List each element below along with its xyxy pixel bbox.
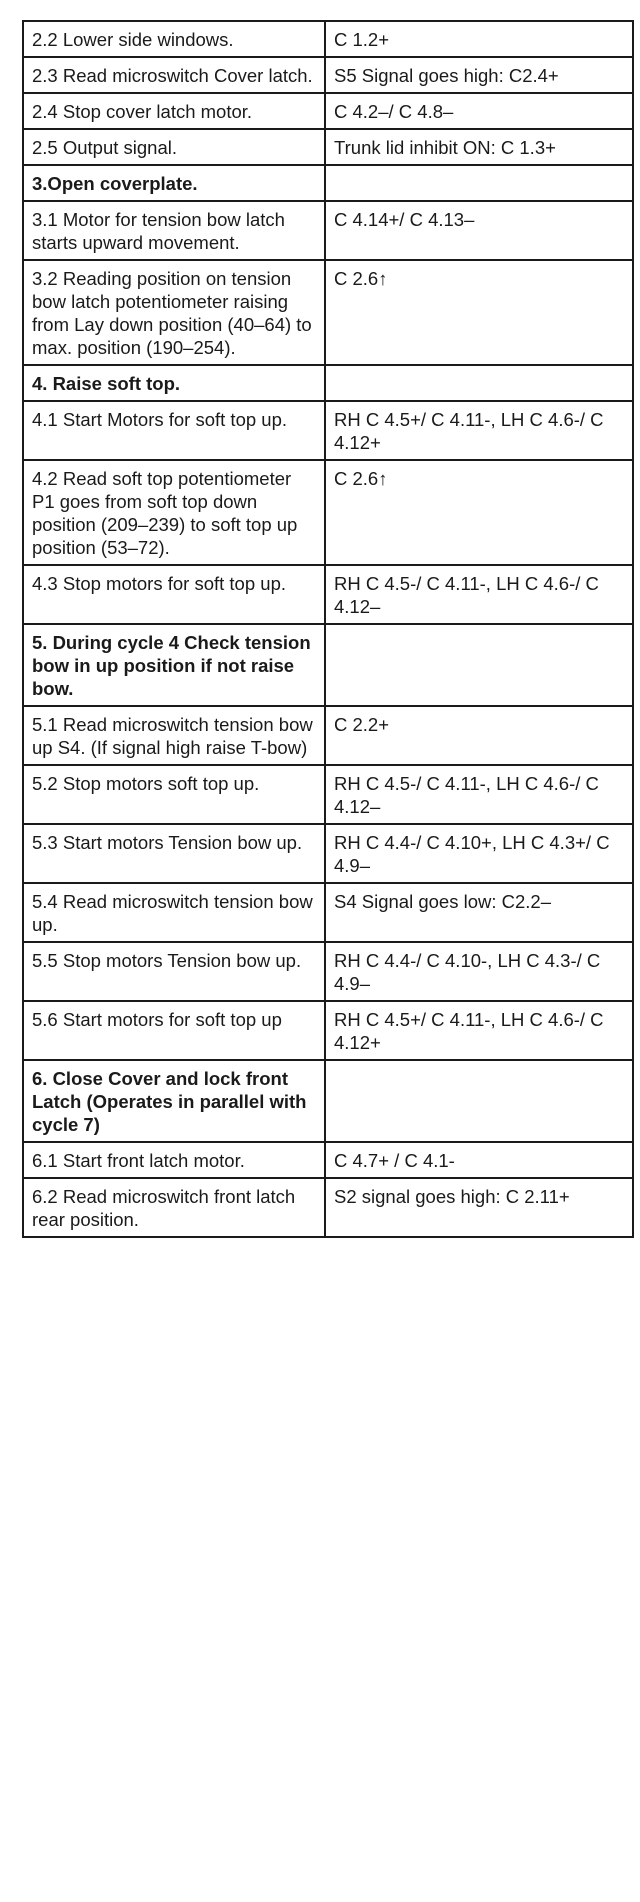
step-cell: 5.4 Read microswitch tension bow up. — [23, 883, 325, 942]
table-row — [23, 129, 633, 165]
action-cell — [325, 165, 633, 201]
table-row — [23, 706, 633, 765]
section-heading: 3.Open coverplate. — [23, 165, 325, 201]
step-cell: 2.4 Stop cover latch motor. — [23, 93, 325, 129]
step-cell: 5.6 Start motors for soft top up — [23, 1001, 325, 1060]
step-cell: 4.1 Start Motors for soft top up. — [23, 401, 325, 460]
table-row — [23, 1001, 633, 1060]
action-cell: S4 Signal goes low: C2.2– — [325, 883, 633, 942]
section-row — [23, 624, 633, 706]
action-cell: C 2.6↑ — [325, 460, 633, 565]
table-row — [23, 93, 633, 129]
procedure-table — [22, 20, 634, 1238]
table-row — [23, 765, 633, 824]
step-cell: 4.2 Read soft top potentiometer P1 goes from soft top down position (209–239) to soft top up position (53–72). — [23, 460, 325, 565]
section-heading: 6. Close Cover and lock front Latch (Operates in parallel with cycle 7) — [23, 1060, 325, 1142]
table-row — [23, 201, 633, 260]
step-cell: 2.2 Lower side windows. — [23, 21, 325, 57]
step-cell: 3.2 Reading position on tension bow latch potentiometer raising from Lay down position (40–64) to max. position (190–254). — [23, 260, 325, 365]
action-cell: RH C 4.5-/ C 4.11-, LH C 4.6-/ C 4.12– — [325, 565, 633, 624]
step-cell: 6.1 Start front latch motor. — [23, 1142, 325, 1178]
action-cell: C 4.14+/ C 4.13– — [325, 201, 633, 260]
action-cell: RH C 4.5-/ C 4.11-, LH C 4.6-/ C 4.12– — [325, 765, 633, 824]
action-cell — [325, 624, 633, 706]
step-cell: 5.2 Stop motors soft top up. — [23, 765, 325, 824]
table-row — [23, 1142, 633, 1178]
table-row — [23, 401, 633, 460]
action-cell: RH C 4.5+/ C 4.11-, LH C 4.6-/ C 4.12+ — [325, 1001, 633, 1060]
procedure-table-body — [23, 21, 633, 1237]
action-cell — [325, 365, 633, 401]
action-cell: RH C 4.4-/ C 4.10+, LH C 4.3+/ C 4.9– — [325, 824, 633, 883]
table-row — [23, 57, 633, 93]
table-row — [23, 21, 633, 57]
action-cell: C 4.7+ / C 4.1- — [325, 1142, 633, 1178]
section-row — [23, 165, 633, 201]
step-cell: 5.1 Read microswitch tension bow up S4. (If signal high raise T-bow) — [23, 706, 325, 765]
step-cell: 6.2 Read microswitch front latch rear position. — [23, 1178, 325, 1237]
action-cell: RH C 4.5+/ C 4.11-, LH C 4.6-/ C 4.12+ — [325, 401, 633, 460]
step-cell: 5.3 Start motors Tension bow up. — [23, 824, 325, 883]
table-row — [23, 460, 633, 565]
action-cell: C 4.2–/ C 4.8– — [325, 93, 633, 129]
table-row — [23, 942, 633, 1001]
section-row — [23, 1060, 633, 1142]
step-cell: 3.1 Motor for tension bow latch starts upward movement. — [23, 201, 325, 260]
action-cell: S5 Signal goes high: C2.4+ — [325, 57, 633, 93]
table-row — [23, 824, 633, 883]
step-cell: 2.3 Read microswitch Cover latch. — [23, 57, 325, 93]
action-cell: Trunk lid inhibit ON: C 1.3+ — [325, 129, 633, 165]
action-cell: C 1.2+ — [325, 21, 633, 57]
action-cell: RH C 4.4-/ C 4.10-, LH C 4.3-/ C 4.9– — [325, 942, 633, 1001]
step-cell: 5.5 Stop motors Tension bow up. — [23, 942, 325, 1001]
table-row — [23, 883, 633, 942]
step-cell: 2.5 Output signal. — [23, 129, 325, 165]
section-heading: 5. During cycle 4 Check tension bow in up position if not raise bow. — [23, 624, 325, 706]
table-row — [23, 1178, 633, 1237]
action-cell: S2 signal goes high: C 2.11+ — [325, 1178, 633, 1237]
document-page — [22, 20, 632, 1238]
step-cell: 4.3 Stop motors for soft top up. — [23, 565, 325, 624]
table-row — [23, 565, 633, 624]
table-row — [23, 260, 633, 365]
action-cell: C 2.2+ — [325, 706, 633, 765]
section-heading: 4. Raise soft top. — [23, 365, 325, 401]
action-cell: C 2.6↑ — [325, 260, 633, 365]
section-row — [23, 365, 633, 401]
action-cell — [325, 1060, 633, 1142]
